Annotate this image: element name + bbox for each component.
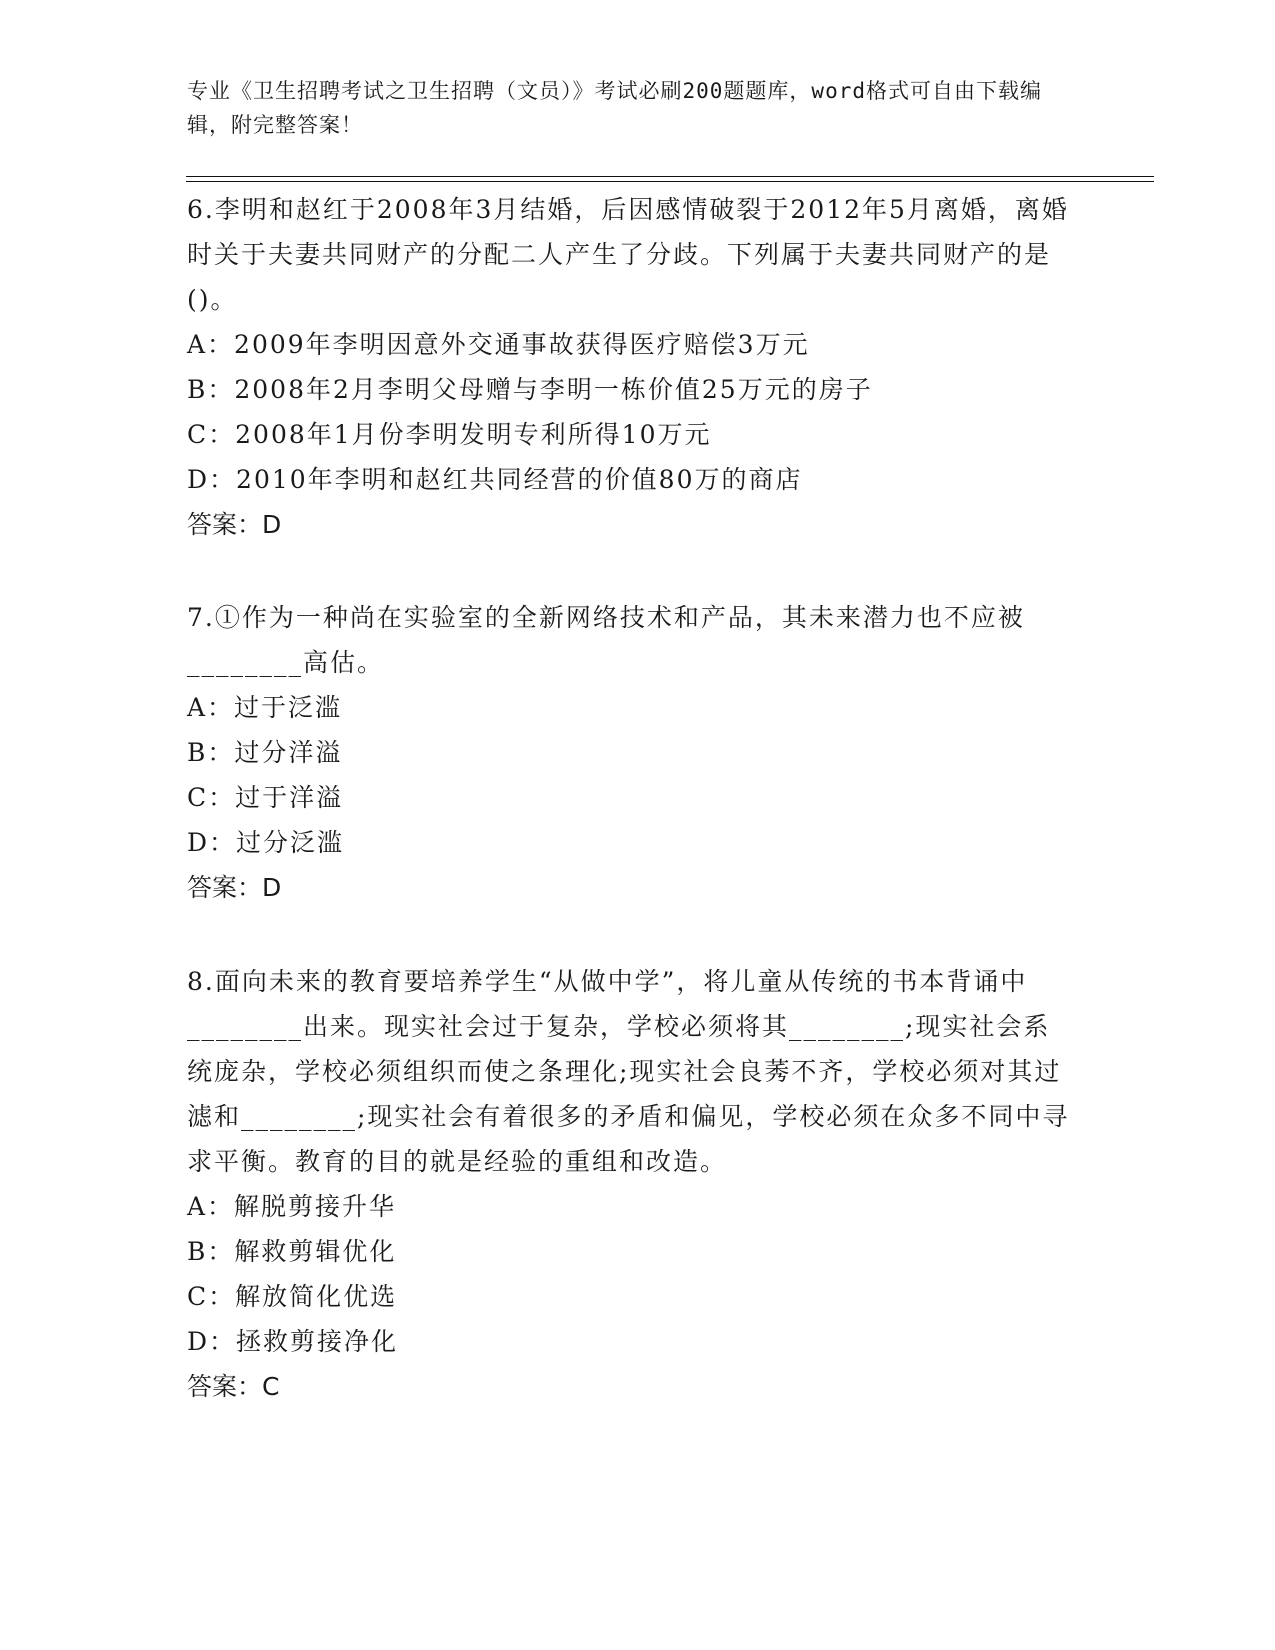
question-6 xyxy=(187,187,1077,547)
option-a: A：过于泛滥 xyxy=(187,693,343,722)
option-a: A：解脱剪接升华 xyxy=(187,1192,397,1221)
question-8 xyxy=(187,959,1077,1409)
option-b: B：过分洋溢 xyxy=(187,738,343,767)
answer-line: 答案：D xyxy=(187,873,282,902)
option-d: D：过分泛滥 xyxy=(187,828,345,857)
document-header-text: 专业《卫生招聘考试之卫生招聘（文员）》考试必刷200题题库，word格式可自由下载编辑，附完整答案！ xyxy=(187,79,1042,137)
option-c: C：过于洋溢 xyxy=(187,783,344,812)
option-c: C：解放简化优选 xyxy=(187,1282,398,1311)
answer-line: 答案：C xyxy=(187,1372,280,1401)
option-b: B：解救剪辑优化 xyxy=(187,1237,397,1266)
option-b: B：2008年2月李明父母赠与李明一栋价值25万元的房子 xyxy=(187,375,873,404)
answer-line: 答案：D xyxy=(187,510,282,539)
header-divider-top xyxy=(186,176,1154,177)
option-d: D：2010年李明和赵红共同经营的价值80万的商店 xyxy=(187,465,803,494)
question-stem: 8.面向未来的教育要培养学生“从做中学”，将儿童从传统的书本背诵中________出来。现实社会过于复杂，学校必须将其________;现实社会系统庞杂，学校必须组织而使之条理化;现实社会良莠不齐，学校必须对其过滤和________;现实社会有着很多的矛盾和偏见，学校必须在众多不同中寻求平衡。教育的目的就是经验的重组和改造。 xyxy=(187,967,1070,1176)
question-7 xyxy=(187,595,1077,910)
header-divider-bottom xyxy=(186,181,1154,182)
question-stem: 7.①作为一种尚在实验室的全新网络技术和产品，其未来潜力也不应被________高估。 xyxy=(187,603,1025,677)
option-c: C：2008年1月份李明发明专利所得10万元 xyxy=(187,420,712,449)
question-stem: 6.李明和赵红于2008年3月结婚，后因感情破裂于2012年5月离婚，离婚时关于夫妻共同财产的分配二人产生了分歧。下列属于夫妻共同财产的是()。 xyxy=(187,195,1069,314)
option-d: D：拯救剪接净化 xyxy=(187,1327,399,1356)
option-a: A：2009年李明因意外交通事故获得医疗赔偿3万元 xyxy=(187,330,810,359)
